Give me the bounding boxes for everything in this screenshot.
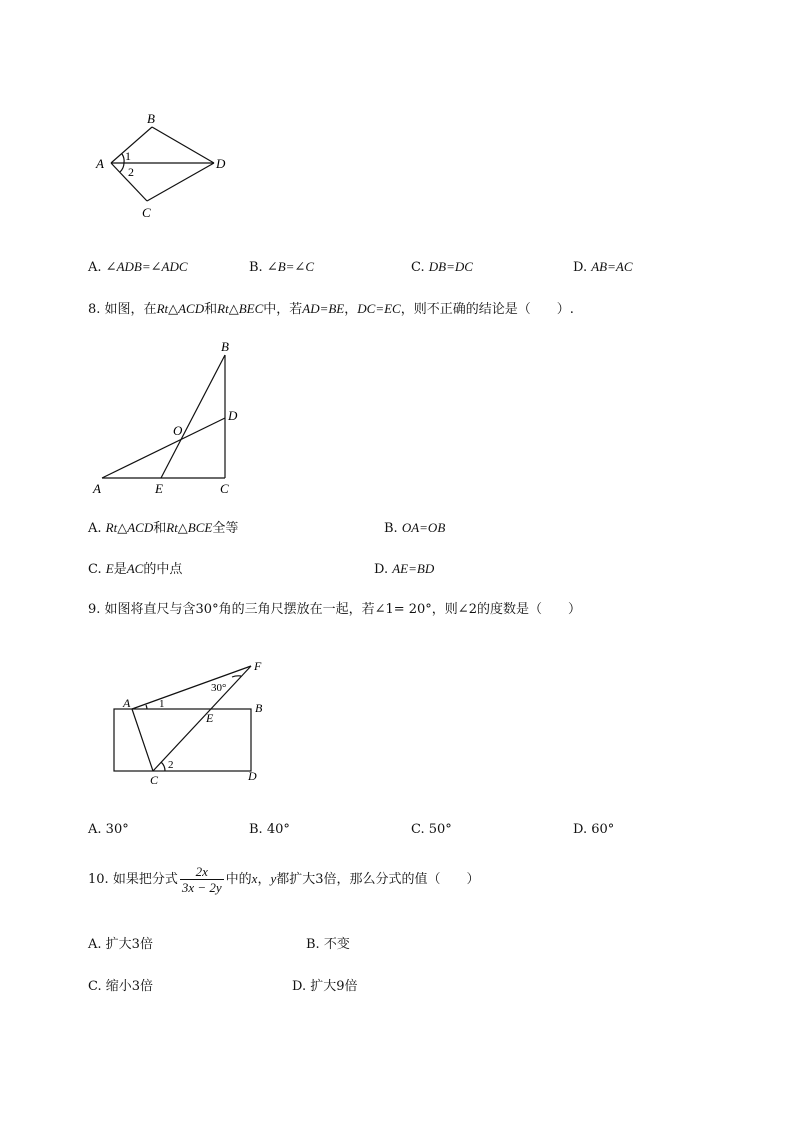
q10-stem-part: 如果把分式	[112, 872, 178, 887]
q8-stem-part: 中，若	[263, 302, 303, 317]
q8-option-a-text: Rt△ACD	[105, 520, 154, 535]
q8-stem-part: Rt△ACD	[156, 301, 205, 316]
q9-option-c-text: 50°	[428, 822, 452, 837]
q9-stem: 9. 如图将直尺与含30°角的三角尺摆放在一起，若∠1= 20°，则∠2的度数是（ ）	[88, 602, 581, 617]
fig7-angle-1: 1	[125, 149, 131, 163]
q9-option-b[interactable]	[249, 822, 290, 838]
q7-option-b-letter: B.	[249, 260, 263, 275]
q10-option-d-text: 扩大9倍	[310, 979, 358, 994]
fig8-label-o: O	[173, 423, 183, 438]
q9-option-c[interactable]	[411, 822, 452, 838]
q8-option-d-letter: D.	[374, 562, 389, 577]
q9-option-c-letter: C.	[411, 822, 425, 837]
q7-option-d-text: AB=AC	[591, 259, 633, 274]
q8-stem-part: Rt△BEC	[217, 301, 264, 316]
q7-option-b[interactable]	[249, 259, 314, 276]
fig7-label-b: B	[147, 111, 155, 126]
q10-fraction-denominator: 3x − 2y	[181, 880, 222, 895]
q10-option-d[interactable]	[292, 979, 358, 995]
fig9-label-f: F	[254, 659, 262, 673]
q7-figure	[90, 105, 240, 225]
fig8-label-e: E	[155, 481, 163, 496]
fig8-label-c: C	[220, 481, 229, 496]
q10-option-b-text: 不变	[323, 937, 350, 952]
fig9-angle-1: 1	[159, 698, 165, 710]
fig8-label-a: A	[93, 481, 101, 496]
q10-option-c-letter: C.	[88, 979, 102, 994]
q7-option-c-letter: C.	[411, 260, 425, 275]
fig8-label-b: B	[221, 339, 229, 354]
q8-option-c-letter: C.	[88, 562, 102, 577]
q10-stem	[88, 864, 480, 895]
q8-figure	[85, 335, 255, 500]
q8-stem-part: ，	[344, 302, 358, 317]
q8-option-c-text: 是	[113, 562, 127, 577]
q9-option-a[interactable]	[88, 822, 129, 838]
q8-option-d[interactable]	[374, 561, 434, 578]
fig9-label-c: C	[150, 773, 159, 787]
fig9-label-d: D	[248, 769, 257, 783]
q8-stem-part: AD=BE	[302, 301, 345, 316]
q8-option-c-text: E	[105, 561, 114, 576]
q8-num: 8.	[88, 302, 101, 317]
q8-option-c-text: AC	[126, 561, 144, 576]
q9-figure	[105, 652, 275, 792]
q7-option-c[interactable]	[411, 259, 473, 276]
fig9-label-a: A	[123, 696, 131, 710]
q7-option-a-text: ∠ADB=∠ADC	[105, 259, 188, 274]
q8-stem-part: 和	[204, 302, 218, 317]
fig7-label-d: D	[216, 156, 226, 171]
q10-fraction-numerator: 2x	[180, 864, 224, 880]
q10-var-y: y	[270, 871, 277, 886]
q8-option-a-text: Rt△BCE	[166, 520, 213, 535]
fig9-angle-2: 2	[168, 759, 174, 771]
q7-option-d-letter: D.	[573, 260, 588, 275]
q10-option-b-letter: B.	[306, 937, 320, 952]
q10-option-a-letter: A.	[88, 937, 102, 952]
q8-option-c[interactable]	[88, 561, 182, 578]
q8-option-d-text: AE=BD	[392, 561, 435, 576]
q9-option-a-text: 30°	[105, 822, 129, 837]
q8-stem-part: 如图，在	[104, 302, 157, 317]
fig7-label-a: A	[96, 156, 104, 171]
fig7-angle-2: 2	[128, 165, 134, 179]
q8-option-b-text: OA=OB	[401, 520, 446, 535]
q9-option-b-letter: B.	[249, 822, 263, 837]
q8-option-a-text: 和	[153, 521, 167, 536]
q8-stem-part: DC=EC	[357, 301, 401, 316]
fig8-label-d: D	[228, 408, 238, 423]
q8-stem-part: ，则不正确的结论是（ ）.	[400, 302, 574, 317]
fig9-label-e: E	[206, 711, 214, 725]
q10-option-c-text: 缩小3倍	[105, 979, 154, 994]
q8-option-c-text: 的中点	[143, 562, 183, 577]
q8-stem	[88, 301, 574, 318]
q7-option-a[interactable]	[88, 259, 188, 276]
q9-option-d[interactable]	[573, 822, 614, 838]
q10-option-a[interactable]	[88, 937, 153, 953]
fig9-label-b: B	[255, 701, 263, 715]
q10-option-c[interactable]	[88, 979, 153, 995]
q7-option-d[interactable]	[573, 259, 633, 276]
q7-option-a-letter: A.	[88, 260, 102, 275]
fig7-label-c: C	[142, 205, 151, 220]
q8-option-a-text: 全等	[212, 521, 239, 536]
q9-option-d-text: 60°	[591, 822, 615, 837]
q10-var-x: x	[251, 871, 258, 886]
q8-option-a[interactable]	[88, 520, 238, 537]
q10-option-d-letter: D.	[292, 979, 307, 994]
q7-option-c-text: DB=DC	[428, 259, 473, 274]
q10-stem-part: 都扩大3倍，那么分式的值（ ）	[276, 872, 480, 887]
q7-option-b-text: ∠B=∠C	[266, 259, 314, 274]
q8-option-a-letter: A.	[88, 521, 102, 536]
q10-num: 10.	[88, 872, 109, 887]
q10-option-b[interactable]	[306, 937, 350, 953]
q9-option-a-letter: A.	[88, 822, 102, 837]
q10-fraction	[180, 864, 224, 895]
q8-option-b[interactable]	[384, 520, 445, 537]
q10-stem-part: 中的	[225, 872, 252, 887]
q9-option-d-letter: D.	[573, 822, 588, 837]
q10-stem-part: ，	[257, 872, 271, 887]
q9-option-b-text: 40°	[266, 822, 290, 837]
fig9-angle-30: 30°	[211, 682, 227, 694]
q10-option-a-text: 扩大3倍	[105, 937, 153, 952]
q8-option-b-letter: B.	[384, 521, 398, 536]
